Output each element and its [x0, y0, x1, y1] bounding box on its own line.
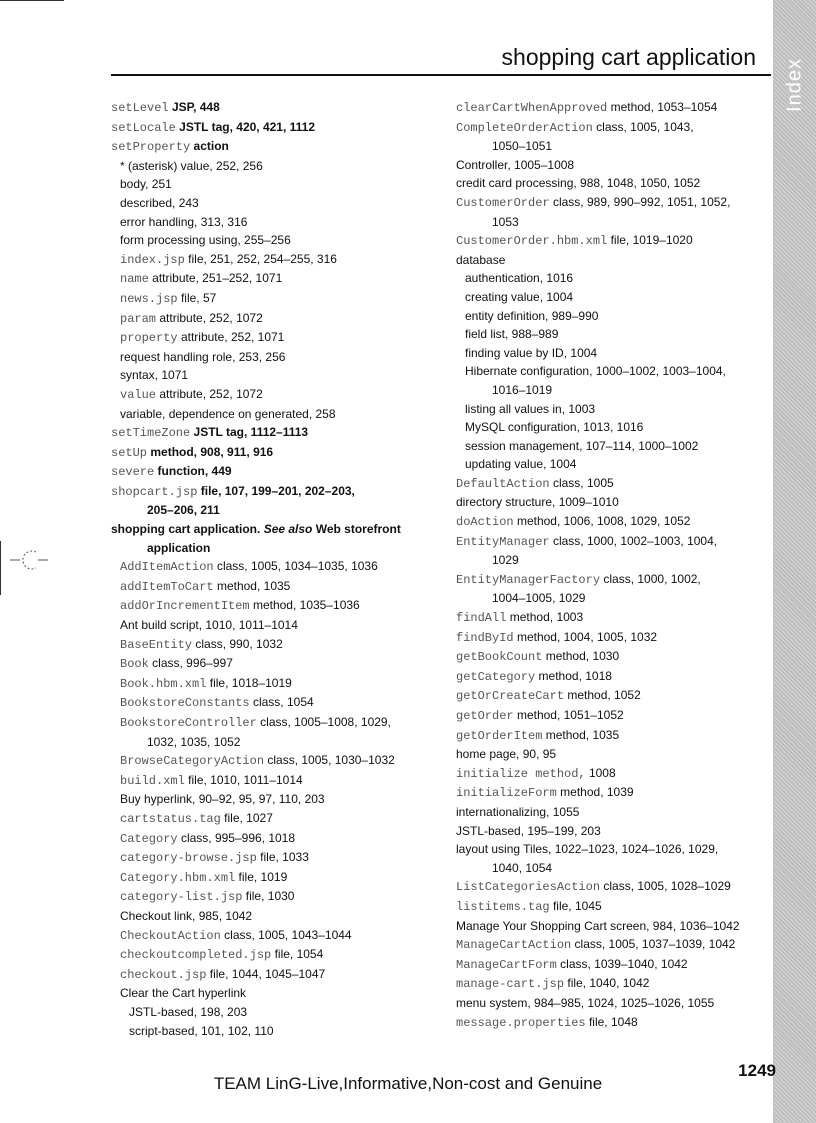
index-entry-text: 205–206, 211	[147, 503, 220, 518]
index-entry	[456, 137, 756, 156]
index-entry-text: class, 1000, 1002,	[600, 571, 701, 586]
index-entry-text: class, 1005, 1028–1029	[600, 879, 731, 894]
index-entry-text: BookstoreController	[120, 716, 257, 730]
index-entry-text: Clear the Cart hyperlink	[120, 986, 247, 1001]
index-entry	[456, 156, 756, 175]
index-entry	[111, 157, 411, 176]
index-entry	[111, 616, 411, 635]
index-column-right	[456, 98, 756, 1032]
index-tab-label: Index	[783, 58, 806, 112]
index-entry-text: authentication, 1016	[465, 271, 574, 286]
page-number: 1249	[738, 1061, 776, 1080]
index-entry-text: category-browse.jsp	[120, 851, 257, 866]
index-entry-text: CompleteOrderAction	[456, 120, 593, 135]
index-entry	[456, 551, 756, 570]
index-entry	[111, 693, 411, 713]
index-entry	[456, 344, 756, 363]
index-entry-text: CustomerOrder.hbm.xml	[456, 234, 608, 249]
index-entry-text: 1029	[492, 553, 519, 568]
index-entry	[456, 174, 756, 193]
index-entry	[456, 455, 756, 474]
index-entry-text: class, 1005, 1043–1044	[220, 927, 352, 942]
index-entry	[456, 437, 756, 456]
index-entry	[456, 589, 756, 608]
index-entry-text: getOrder	[456, 709, 514, 723]
index-entry-text: file, 1027	[220, 810, 273, 825]
index-entry-text: file, 1045	[549, 898, 602, 913]
index-column-left	[111, 98, 411, 1040]
index-entry	[111, 751, 411, 771]
index-entry-text: method, 1004, 1005, 1032	[513, 629, 658, 644]
index-entry-text: initialize method,	[456, 766, 586, 781]
index-entry-text: file, 1044, 1045–1047	[206, 966, 326, 981]
index-entry-text: build.xml	[120, 773, 185, 788]
index-entry-text: variable, dependence on generated, 258	[120, 406, 336, 421]
index-entry-text: setProperty	[111, 140, 191, 155]
index-entry	[456, 745, 756, 764]
index-entry-text: shopping cart application.	[111, 522, 264, 537]
crop-mark	[0, 0, 64, 1]
index-entry-text: file, 1040, 1042	[564, 976, 650, 991]
index-entry-text: checkoutcompleted.jsp	[120, 948, 272, 963]
index-entry-text: method, 1035–1036	[249, 598, 360, 613]
index-entry	[456, 213, 756, 232]
index-entry-text: name	[120, 272, 149, 287]
index-entry-text: class, 1005, 1037–1039, 1042	[571, 937, 736, 952]
index-entry-text: JSTL-based, 195–199, 203	[456, 823, 601, 838]
index-entry-text: method, 1030	[542, 649, 620, 664]
index-entry-text: entity definition, 989–990	[465, 308, 599, 323]
index-entry	[111, 366, 411, 385]
index-entry-text: file, 1054	[271, 947, 324, 962]
index-entry-text: file, 57	[177, 290, 217, 305]
index-entry-text: attribute, 252, 1072	[156, 386, 263, 401]
index-entry	[456, 193, 756, 213]
index-entry-text: file, 1019	[235, 869, 288, 884]
index-entry-text: MySQL configuration, 1013, 1016	[465, 420, 644, 435]
index-entry	[456, 381, 756, 400]
index-entry	[456, 764, 756, 784]
index-entry-text: file, 1019–1020	[607, 233, 693, 248]
index-entry	[456, 859, 756, 878]
index-entry-text: class, 1005, 1034–1035, 1036	[213, 559, 378, 574]
index-entry-text: EntityManager	[456, 534, 550, 549]
index-entry-text: attribute, 251–252, 1071	[148, 271, 283, 286]
index-entry-text: class, 996–997	[148, 656, 233, 671]
margin-rule	[0, 541, 1, 595]
index-entry	[456, 783, 756, 803]
index-entry	[111, 848, 411, 868]
index-entry	[456, 667, 756, 687]
index-entry-text: Checkout link, 985, 1042	[120, 908, 253, 923]
index-entry-text: Category.hbm.xml	[120, 870, 236, 885]
index-entry-text: method, 1003	[506, 610, 584, 625]
index-entry	[456, 803, 756, 822]
index-entry-text: findById	[456, 630, 514, 645]
index-entry	[456, 288, 756, 307]
index-entry-text: param	[120, 311, 157, 326]
index-entry-text: 1032, 1035, 1052	[147, 734, 241, 749]
index-entry	[111, 175, 411, 194]
index-entry-text: finding value by ID, 1004	[465, 345, 598, 360]
index-entry	[456, 726, 756, 746]
index-entry-text: JSTL tag, 1112–1113	[190, 425, 309, 440]
index-entry-text: application	[147, 540, 211, 555]
index-entry-text: session management, 107–114, 1000–1002	[465, 438, 699, 453]
index-entry	[456, 628, 756, 648]
index-entry	[456, 647, 756, 667]
index-entry	[111, 231, 411, 250]
footer-text: TEAM LinG-Live,Informative,Non-cost and Genuine	[213, 1074, 603, 1093]
index-entry	[111, 194, 411, 213]
index-entry	[456, 686, 756, 706]
index-entry-text: EntityManagerFactory	[456, 572, 601, 587]
index-entry-text: body, 251	[120, 177, 172, 192]
index-entry	[111, 289, 411, 309]
index-entry	[456, 974, 756, 994]
index-entry	[111, 733, 411, 752]
index-entry	[111, 443, 411, 463]
index-entry	[456, 917, 756, 936]
index-entry-text: CustomerOrder	[456, 195, 550, 210]
index-entry	[111, 328, 411, 348]
index-entry	[111, 482, 411, 502]
index-entry-text: menu system, 984–985, 1024, 1025–1026, 1055	[456, 995, 715, 1010]
index-entry-text: method, 1039	[556, 785, 634, 800]
index-entry-text: getOrCreateCart	[456, 689, 565, 704]
index-entry-text: DefaultAction	[456, 476, 550, 491]
index-entry	[111, 269, 411, 289]
index-entry-text: JSTL tag, 420, 421, 1112	[175, 119, 316, 134]
index-entry	[456, 1013, 756, 1033]
index-entry-text: ListCategoriesAction	[456, 880, 601, 895]
index-entry	[456, 493, 756, 512]
index-entry-text: Controller, 1005–1008	[456, 157, 575, 172]
index-entry	[456, 325, 756, 344]
index-entry-text: 1053	[492, 214, 519, 229]
index-entry-text: 1008	[585, 765, 616, 780]
index-entry	[111, 654, 411, 674]
index-entry	[111, 250, 411, 270]
index-entry-text: field list, 988–989	[465, 327, 559, 342]
index-entry-text: method, 1018	[535, 668, 612, 683]
index-entry-text: BaseEntity	[120, 637, 193, 652]
index-entry	[456, 474, 756, 494]
index-entry-text: class, 990, 1032	[192, 636, 283, 651]
index-entry-text: findAll	[456, 611, 507, 626]
index-entry	[456, 400, 756, 419]
index-entry-text: action	[190, 139, 229, 154]
index-entry	[111, 713, 411, 733]
index-entry	[111, 1022, 411, 1041]
index-entry	[111, 907, 411, 926]
index-entry-text: described, 243	[120, 195, 199, 210]
index-entry	[111, 557, 411, 577]
index-entry	[456, 897, 756, 917]
index-entry-text: listitems.tag	[456, 899, 550, 914]
index-entry-text: method, 1035	[213, 578, 291, 593]
index-entry-text: * (asterisk) value, 252, 256	[120, 158, 263, 173]
index-entry-text: addOrIncrementItem	[120, 599, 250, 614]
index-entry-text: initializeForm	[456, 786, 557, 801]
index-entry-text: script-based, 101, 102, 110	[129, 1023, 274, 1038]
index-entry-text: class, 1039–1040, 1042	[556, 956, 688, 971]
index-entry-text: category-list.jsp	[120, 890, 243, 905]
index-entry-text: form processing using, 255–256	[120, 233, 291, 248]
index-entry-text: value	[120, 387, 157, 402]
index-entry-text: internationalizing, 1055	[456, 804, 580, 819]
index-entry-text: listing all values in, 1003	[465, 401, 596, 416]
index-entry-text: Buy hyperlink, 90–92, 95, 97, 110, 203	[120, 792, 325, 807]
index-entry-text: method, 1051–1052	[513, 708, 624, 722]
index-entry	[456, 231, 756, 251]
index-entry-text: file, 1010, 1011–1014	[184, 772, 303, 787]
index-entry-text: news.jsp	[120, 291, 178, 306]
index-entry-text: 1004–1005, 1029	[492, 591, 586, 606]
index-entry-text: credit card processing, 988, 1048, 1050, 1052	[456, 176, 701, 191]
index-entry-text: file, 1030	[242, 889, 295, 904]
header-rule	[111, 74, 771, 76]
index-side-tab	[773, 0, 816, 1123]
index-entry	[111, 137, 411, 157]
index-entry-text: layout using Tiles, 1022–1023, 1024–1026, 1029,	[456, 842, 719, 857]
index-entry	[111, 945, 411, 965]
registration-mark	[4, 540, 54, 580]
index-entry-text: class, 1005, 1030–1032	[264, 753, 395, 768]
index-entry	[456, 955, 756, 975]
index-entry	[456, 608, 756, 628]
index-entry-text: request handling role, 253, 256	[120, 349, 286, 364]
index-entry-text: attribute, 252, 1071	[177, 330, 285, 345]
index-entry	[111, 984, 411, 1003]
index-entry	[111, 385, 411, 405]
index-entry-text: getOrderItem	[456, 728, 543, 743]
index-entry-text: getCategory	[456, 669, 536, 684]
index-entry-text: Web storefront	[312, 522, 401, 537]
index-entry-text: checkout.jsp	[120, 967, 207, 982]
index-entry	[456, 362, 756, 381]
index-entry	[456, 840, 756, 859]
index-entry-text: class, 1005–1008, 1029,	[256, 715, 391, 729]
index-entry	[456, 706, 756, 726]
index-entry-text: file, 1018–1019	[206, 675, 292, 690]
index-entry-text: message.properties	[456, 1015, 586, 1030]
index-entry-text: class, 989, 990–992, 1051, 1052,	[549, 194, 731, 209]
index-entry-text: 1016–1019	[492, 382, 553, 397]
index-entry-text: Book	[120, 657, 149, 672]
index-entry-text: severe	[111, 465, 155, 480]
index-entry	[111, 501, 411, 520]
index-entry-text: BrowseCategoryAction	[120, 754, 265, 769]
index-entry	[456, 935, 756, 955]
index-entry-text: Manage Your Shopping Cart screen, 984, 1036–1042	[456, 918, 740, 933]
index-entry-text: property	[120, 331, 178, 346]
index-entry	[456, 994, 756, 1013]
index-entry-text: setLocale	[111, 120, 176, 135]
index-entry	[111, 213, 411, 232]
index-entry	[111, 405, 411, 424]
index-entry-text: method, 1053–1054	[607, 100, 718, 114]
index-entry	[111, 423, 411, 443]
index-entry-text: syntax, 1071	[120, 368, 189, 383]
index-entry-text: cartstatus.tag	[120, 811, 221, 826]
index-entry	[111, 809, 411, 829]
index-entry	[111, 771, 411, 791]
index-entry-text: method, 1052	[564, 688, 641, 703]
index-entry-text: AddItemAction	[120, 560, 214, 575]
index-entry	[111, 1003, 411, 1022]
index-entry-text: getBookCount	[456, 650, 543, 665]
index-entry-text: class, 1005, 1043,	[592, 119, 694, 134]
index-entry-text: 1040, 1054	[492, 860, 553, 875]
index-entry-text: manage-cart.jsp	[456, 977, 565, 992]
index-entry-text: attribute, 252, 1072	[156, 310, 263, 325]
index-entry-text: class, 1000, 1002–1003, 1004,	[549, 533, 718, 548]
index-entry-text: creating value, 1004	[465, 289, 574, 304]
index-entry	[111, 790, 411, 809]
index-entry-text: Ant build script, 1010, 1011–1014	[120, 618, 298, 633]
index-entry	[111, 98, 411, 118]
index-entry-text: error handling, 313, 316	[120, 214, 248, 229]
index-entry	[111, 309, 411, 329]
index-entry-text: JSP, 448	[168, 100, 220, 114]
index-entry-text: class, 1054	[249, 695, 314, 710]
index-entry	[456, 570, 756, 590]
index-entry	[111, 462, 411, 482]
index-entry	[111, 539, 411, 558]
index-entry	[111, 674, 411, 694]
index-entry-text: ManageCartForm	[456, 957, 557, 972]
index-entry-text: file, 107, 199–201, 202–203,	[197, 483, 355, 498]
index-entry-text: function, 449	[154, 464, 232, 479]
index-entry	[456, 269, 756, 288]
index-entry-text: file, 251, 252, 254–255, 316	[184, 251, 337, 266]
index-entry-text: class, 995–996, 1018	[177, 830, 296, 845]
index-entry-text: CheckoutAction	[120, 928, 221, 943]
index-entry-text: file, 1048	[585, 1014, 638, 1029]
index-entry-text: See also	[263, 522, 313, 537]
index-entry	[111, 829, 411, 849]
index-entry-text: clearCartWhenApproved	[456, 101, 608, 115]
index-entry	[111, 887, 411, 907]
index-entry	[456, 307, 756, 326]
index-entry-text: ManageCartAction	[456, 938, 572, 953]
index-entry-text: shopcart.jsp	[111, 484, 198, 499]
index-entry-text: file, 1033	[256, 850, 309, 865]
index-entry	[111, 926, 411, 946]
index-entry	[111, 520, 411, 539]
index-entry-text: Hibernate configuration, 1000–1002, 1003–1004,	[465, 364, 726, 379]
index-entry	[456, 98, 756, 118]
index-entry	[111, 577, 411, 597]
index-entry-text: addItemToCart	[120, 579, 214, 594]
index-entry-text: setLevel	[111, 101, 169, 115]
index-entry	[111, 635, 411, 655]
index-entry-text: setUp	[111, 445, 148, 460]
index-entry-text: directory structure, 1009–1010	[456, 495, 619, 510]
index-entry	[111, 596, 411, 616]
index-entry	[111, 348, 411, 367]
index-entry	[111, 868, 411, 888]
index-entry-text: Book.hbm.xml	[120, 676, 207, 691]
index-entry-text: 1050–1051	[492, 139, 553, 154]
running-head: shopping cart application	[501, 44, 756, 70]
index-entry	[456, 532, 756, 552]
index-entry-text: setTimeZone	[111, 426, 191, 441]
index-entry	[111, 118, 411, 138]
index-entry-text: index.jsp	[120, 252, 185, 267]
index-entry	[456, 118, 756, 138]
index-entry-text: method, 1006, 1008, 1029, 1052	[513, 514, 691, 529]
index-entry-text: JSTL-based, 198, 203	[129, 1004, 248, 1019]
index-entry-text: updating value, 1004	[465, 457, 577, 472]
index-entry-text: Category	[120, 831, 178, 846]
index-entry	[111, 965, 411, 985]
index-entry	[456, 512, 756, 532]
index-entry	[456, 251, 756, 270]
index-entry-text: class, 1005	[549, 475, 614, 490]
index-entry-text: method, 1035	[542, 727, 620, 742]
index-entry-text: database	[456, 252, 506, 267]
index-entry	[456, 822, 756, 841]
index-entry-text: doAction	[456, 515, 514, 530]
index-entry	[456, 877, 756, 897]
index-entry-text: home page, 90, 95	[456, 747, 557, 762]
index-entry-text: method, 908, 911, 916	[147, 444, 274, 459]
index-entry	[456, 418, 756, 437]
index-entry-text: BookstoreConstants	[120, 696, 250, 711]
